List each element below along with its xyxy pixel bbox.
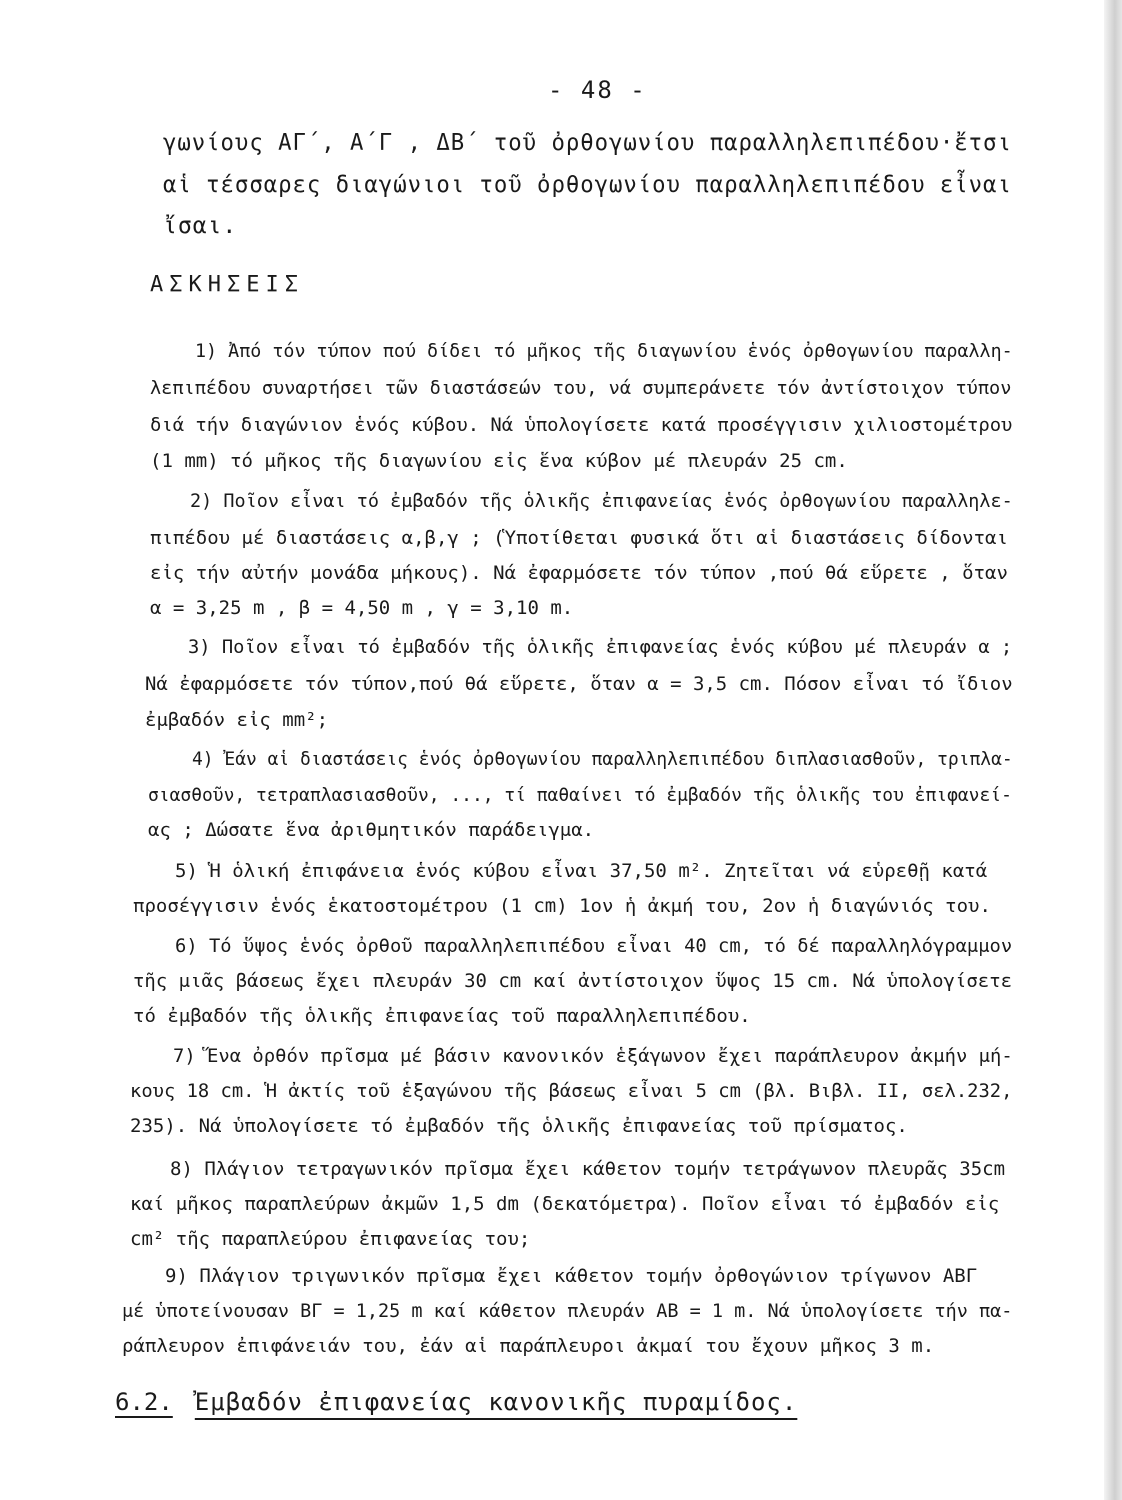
exercise-3-line-2: Νά ἐφαρμόσετε τόν τύπον,πού θά εὕρετε, ὅταν α = 3,5 cm. Πόσον εἶναι τό ἴδιον <box>145 673 1013 695</box>
exercise-3-line-3: ἐμβαδόν εἰς mm²; <box>145 709 329 731</box>
exercise-5-line-2: προσέγγισιν ἑνός ἑκατοστομέτρου (1 cm) 1ον ἡ ἀκμή του, 2ον ἡ διαγώνιός του. <box>133 895 991 917</box>
exercise-2-line-1: 2) Ποῖον εἶναι τό ἐμβαδόν τῆς ὁλικῆς ἐπιφανείας ἑνός ὀρθογωνίου παραλληλε- <box>190 490 1013 512</box>
exercise-6-line-1: 6) Τό ὕψος ἑνός ὀρθοῦ παραλληλεπιπέδου εἶναι 40 cm, τό δέ παραλληλόγραμμον <box>175 935 1013 957</box>
exercise-7-line-2: κους 18 cm. Ἡ ἀκτίς τοῦ ἑξαγώνου τῆς βάσεως εἶναι 5 cm (βλ. Βιβλ. ΙΙ, σελ.232, <box>130 1080 1013 1102</box>
page-number: - 48 - <box>548 76 647 104</box>
exercise-7-line-1: 7) Ἕνα ὀρθόν πρῖσμα μέ βάσιν κανονικόν ἑξάγωνον ἔχει παράπλευρον ἀκμήν μή- <box>173 1045 1013 1067</box>
exercise-6-line-3: τό ἐμβαδόν τῆς ὁλικῆς ἐπιφανείας τοῦ παραλληλεπιπέδου. <box>133 1005 751 1027</box>
exercise-1-line-4: (1 mm) τό μῆκος τῆς διαγωνίου εἰς ἕνα κύβον μέ πλευράν 25 cm. <box>150 450 848 472</box>
exercise-1-line-2: λεπιπέδου συναρτήσει τῶν διαστάσεών του, νά συμπεράνετε τόν ἀντίστοιχον τύπον <box>150 377 1012 399</box>
section-heading <box>115 1388 797 1416</box>
exercise-4-line-3: ας ; Δώσατε ἕνα ἀριθμητικόν παράδειγμα. <box>148 819 595 841</box>
exercises-heading: ΑΣΚΗΣΕΙΣ <box>150 272 304 297</box>
exercise-4-line-2: σιασθοῦν, τετραπλασιασθοῦν, ..., τί παθαίνει τό ἐμβαδόν τῆς ὁλικῆς του ἐπιφανεί- <box>148 784 1012 806</box>
exercise-9-line-2: μέ ὑποτείνουσαν ΒΓ = 1,25 m καί κάθετον πλευράν ΑΒ = 1 m. Νά ὑπολογίσετε τήν πα- <box>122 1300 1013 1322</box>
exercise-9-line-3: ράπλευρον ἐπιφάνειάν του, ἐάν αἱ παράπλευροι ἀκμαί του ἔχουν μῆκος 3 m. <box>122 1335 935 1357</box>
page-edge-shadow <box>1104 0 1122 1500</box>
exercise-1-line-1: 1) Ἀπό τόν τύπον πού δίδει τό μῆκος τῆς διαγωνίου ἑνός ὀρθογωνίου παραλλη- <box>195 340 1013 362</box>
section-title: Ἐμβαδόν ἐπιφανείας κανονικῆς πυραμίδος. <box>194 1388 798 1416</box>
intro-line-1: γωνίους ΑΓ΄, Α΄Γ , ΔΒ΄ τοῦ ὀρθογωνίου παραλληλεπιπέδου·ἔτσι <box>163 130 1012 156</box>
exercise-1-line-3: διά τήν διαγώνιον ἑνός κύβου. Νά ὑπολογίσετε κατά προσέγγισιν χιλιοστομέτρου <box>150 414 1013 436</box>
intro-line-2: αἱ τέσσαρες διαγώνιοι τοῦ ὀρθογωνίου παραλληλεπιπέδου εἶναι <box>163 172 1012 198</box>
intro-line-3: ἴσαι. <box>163 213 238 239</box>
exercise-2-line-3: εἰς τήν αὐτήν μονάδα μήκους). Νά ἐφαρμόσετε τόν τύπον ,πού θά εὕρετε , ὅταν <box>150 562 1008 584</box>
section-number: 6.2. <box>115 1388 173 1416</box>
exercise-8-line-2: καί μῆκος παραπλεύρων ἀκμῶν 1,5 dm (δεκατόμετρα). Ποῖον εἶναι τό ἐμβαδόν εἰς <box>130 1193 1000 1215</box>
exercise-6-line-2: τῆς μιᾶς βάσεως ἔχει πλευράν 30 cm καί ἀντίστοιχον ὕψος 15 cm. Νά ὑπολογίσετε <box>133 970 1013 992</box>
exercise-8-line-1: 8) Πλάγιον τετραγωνικόν πρῖσμα ἔχει κάθετον τομήν τετράγωνον πλευρᾶς 35cm <box>170 1158 1006 1180</box>
exercise-5-line-1: 5) Ἡ ὁλική ἐπιφάνεια ἑνός κύβου εἶναι 37,50 m². Ζητεῖται νά εὑρεθῇ κατά <box>175 860 988 882</box>
exercise-3-line-1: 3) Ποῖον εἶναι τό ἐμβαδόν τῆς ὁλικῆς ἐπιφανείας ἑνός κύβου μέ πλευράν α ; <box>188 636 1013 658</box>
exercise-9-line-1: 9) Πλάγιον τριγωνικόν πρῖσμα ἔχει κάθετον τομήν ὀρθογώνιον τρίγωνον ΑΒΓ <box>165 1265 978 1287</box>
exercise-7-line-3: 235). Νά ὑπολογίσετε τό ἐμβαδόν τῆς ὁλικῆς ἐπιφανείας τοῦ πρίσματος. <box>130 1115 908 1137</box>
exercise-4-line-1: 4) Ἐάν αἱ διαστάσεις ἑνός ὀρθογωνίου παραλληλεπιπέδου διπλασιασθοῦν, τριπλα- <box>192 748 1013 770</box>
exercise-8-line-3: cm² τῆς παραπλεύρου ἐπιφανείας του; <box>130 1228 531 1250</box>
exercise-2-line-4: α = 3,25 m , β = 4,50 m , γ = 3,10 m. <box>150 597 574 619</box>
exercise-2-line-2: πιπέδου μέ διαστάσεις α,β,γ ; (Ὑποτίθεται φυσικά ὅτι αἱ διαστάσεις δίδονται <box>150 527 1008 549</box>
